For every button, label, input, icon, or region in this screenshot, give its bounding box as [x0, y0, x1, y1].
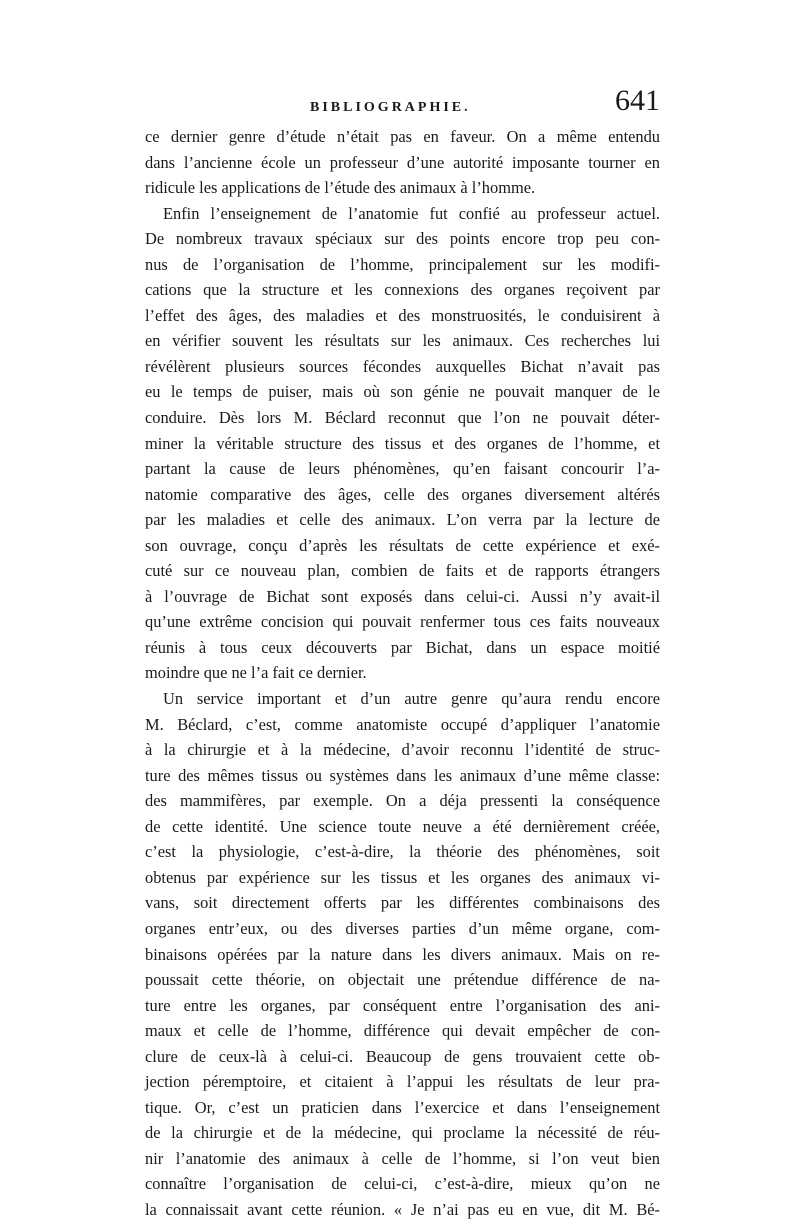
text-line: nus de l’organisation de l’homme, principalement sur les modifi- [145, 254, 660, 274]
text-line: binaisons opérées par la nature dans les divers animaux. Mais on re- [145, 944, 660, 964]
text-line: à l’ouvrage de Bichat sont exposés dans celui-ci. Aussi n’y avait-il [145, 586, 660, 606]
text-line: qu’une extrême concision qui pouvait renfermer tous ces faits nouveaux [145, 612, 660, 632]
text-line: la connaissait avant cette réunion. « Je n’ai pas eu en vue, dit M. Bé- [145, 1199, 660, 1219]
text-line: de la chirurgie et de la médecine, qui proclame la nécessité de réu- [145, 1123, 660, 1143]
page-header [145, 86, 660, 126]
running-head: BIBLIOGRAPHIE. [310, 100, 471, 115]
text-line: natomie comparative des âges, celle des organes diversement altérés [145, 484, 660, 504]
text-line: M. Béclard, c’est, comme anatomiste occupé d’appliquer l’anatomie [145, 714, 660, 734]
text-line: eu le temps de puiser, mais où son génie ne pouvait manquer de le [145, 382, 660, 402]
text-line: jection péremptoire, et citaient à l’appui les résultats de leur pra- [145, 1072, 660, 1092]
text-line: conduire. Dès lors M. Béclard reconnut que l’on ne pouvait déter- [145, 408, 660, 428]
text-line: moindre que ne l’a fait ce dernier. [145, 663, 367, 683]
text-line: De nombreux travaux spéciaux sur des points encore trop peu con- [145, 229, 660, 249]
text-line: dans l’ancienne école un professeur d’une autorité imposante tourner en [145, 152, 660, 172]
text-line: Enfin l’enseignement de l’anatomie fut confié au professeur actuel. [163, 203, 660, 223]
text-line: clure de ceux-là à celui-ci. Beaucoup de gens trouvaient cette ob- [145, 1046, 660, 1066]
text-line: organes entr’eux, ou des diverses parties d’un même organe, com- [145, 918, 660, 938]
text-line: poussait cette théorie, on objectait une prétendue différence de na- [145, 970, 660, 990]
text-line: nir l’anatomie des animaux à celle de l’homme, si l’on veut bien [145, 1148, 660, 1168]
text-line: cuté sur ce nouveau plan, combien de faits et de rapports étrangers [145, 561, 660, 581]
text-line: des mammifères, par exemple. On a déja pressenti la conséquence [145, 791, 660, 811]
text-line: obtenus par expérience sur les tissus et les organes des animaux vi- [145, 867, 660, 887]
body-text [145, 124, 660, 1223]
text-line: ce dernier genre d’étude n’était pas en faveur. On a même entendu [145, 127, 660, 146]
text-line: Un service important et d’un autre genre qu’aura rendu encore [163, 689, 660, 709]
text-line: ridicule les applications de l’étude des animaux à l’homme. [145, 178, 536, 198]
text-line: c’est la physiologie, c’est-à-dire, la théorie des phénomènes, soit [145, 842, 660, 862]
text-line: en vérifier souvent les résultats sur les animaux. Ces recherches lui [145, 331, 660, 351]
text-line: son ouvrage, conçu d’après les résultats de cette expérience et exé- [145, 535, 660, 555]
text-line: connaître l’organisation de celui-ci, c’est-à-dire, mieux qu’on ne [145, 1174, 660, 1194]
text-line: maux et celle de l’homme, différence qui devait empêcher de con- [145, 1021, 660, 1041]
text-line: cations que la structure et les connexions des organes reçoivent par [145, 280, 660, 300]
text-line: partant la cause de leurs phénomènes, qu’en faisant concourir l’a- [145, 459, 660, 479]
text-line: à la chirurgie et à la médecine, d’avoir reconnu l’identité de struc- [145, 740, 660, 760]
text-line: ture entre les organes, par conséquent entre l’organisation des ani- [145, 995, 660, 1015]
text-line: tique. Or, c’est un praticien dans l’exercice et dans l’enseignement [145, 1097, 660, 1117]
text-line: vans, soit directement offerts par les différentes combinaisons des [145, 893, 660, 913]
page-number: 641 [615, 84, 660, 117]
text-line: révélèrent plusieurs sources fécondes auxquelles Bichat n’avait pas [145, 356, 660, 376]
text-line: miner la véritable structure des tissus et des organes de l’homme, et [145, 433, 660, 453]
text-line: réunis à tous ceux découverts par Bichat, dans un espace moitié [145, 637, 660, 657]
text-line: l’effet des âges, des maladies et des monstruosités, le conduisirent à [145, 305, 660, 325]
text-line: ture des mêmes tissus ou systèmes dans les animaux d’une même classe: [145, 765, 660, 785]
text-line: de cette identité. Une science toute neuve a été dernièrement créée, [145, 816, 660, 836]
text-line: par les maladies et celle des animaux. L’on verra par la lecture de [145, 510, 660, 530]
